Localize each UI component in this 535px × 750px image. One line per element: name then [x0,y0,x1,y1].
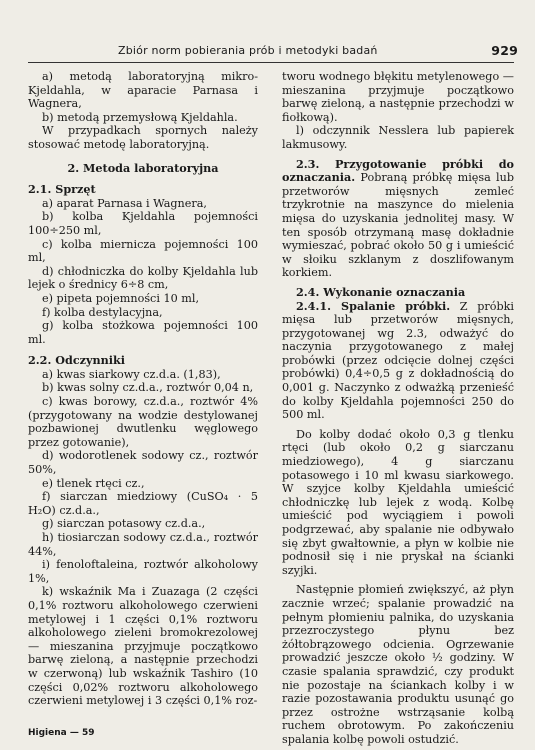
list-item: b) kwas solny cz.d.a., roztwór 0,04 n, [42,381,254,395]
list-item: e) pipeta pojemności 10 ml, [42,291,199,305]
paragraph: tworu wodnego błękitu metylenowego — mieszanina przyjmuje początkowo barwę zieloną, a następnie przechodzi w fiołkową). [282,70,514,124]
list-item: e) tlenek rtęci cz., [42,476,145,490]
paragraph: a) metodą laboratoryjną mikro-Kjeldahla, w aparacie Parnasa i Wagnera, [28,70,258,111]
paragraph: b) metodą przemysłową Kjeldahla. [42,110,238,124]
paragraph: Następnie płomień zwiększyć, aż płyn zacznie wrzeć; spalanie prowadzić na pełnym płomieniu palnika, do uzyskania przezroczystego płynu bez żółtobrązowego odcienia. Ogrzewanie prowadzić jeszcze około ½ godziny. W czasie spalania sprawdzić, czy produkt nie pozostaje na ściankach kolby i w razie pozostawania produktu usunąć go przez ostrożne wstrząsanie kolbą ruchem obrotowym. Po zakończeniu spalania kolbę powoli ostudzić. [282,583,514,746]
subsection-heading: 2.4.1. Spalanie próbki. [296,298,451,313]
page-number: 929 [491,43,518,58]
list-item: d) wodorotlenek sodowy cz., roztwór 50%, [28,449,258,477]
page-footer: Higiena — 59 [28,728,95,738]
list-item: k) wskaźnik Ma i Zuazaga (2 części 0,1% roztworu alkoholowego czerwieni metylowej i 1 części 0,1% roztworu alkoholowego zieleni bromokrezolowej — mieszanina przyjmuje początkowo barwę zieloną, a następnie przechodzi w czerwoną) lub wskaźnik Tashiro (10 części 0,02% roztworu alkoholowego czerwieni metylowej i 3 części 0,1% roz- [28,585,258,708]
paragraph: W przypadkach spornych należy stosować metodę laboratoryjną. [28,124,258,151]
subsection-heading: 2.4. Wykonanie oznaczania [296,284,466,299]
section-heading: 2. Metoda laboratoryjna [67,160,219,175]
list-item: f) kolba destylacyjna, [42,305,163,319]
list-item: g) siarczan potasowy cz.d.a., [42,517,206,531]
list-item: c) kolba miernicza pojemności 100 ml, [28,237,258,265]
subsection-heading: 2.1. Sprzęt [28,182,96,197]
list-item: c) kwas borowy, cz.d.a., roztwór 4% (przygotowany na wodzie destylowanej pozbawionej dwutlenku węglowego przez gotowanie), [28,395,258,449]
header-rule [28,62,514,63]
subsection-paragraph [282,158,514,280]
subsection-heading: 2.2. Odczynniki [28,353,126,368]
list-item: i) fenoloftaleina, roztwór alkoholowy 1%, [28,558,258,585]
paragraph-text: Z próbki mięsa lub przetworów mięsnych, przygotowanej wg 2.3, odważyć do naczynia przygotowanego z małej probówki (przez odcięcie dolnej części probówki) 0,4÷0,5 g z dokładnością do 0,001 g. Naczynko z odważką przenieść do kolby Kjeldahla pojemności 250 do 500 ml. [282,299,514,422]
left-column [28,70,258,708]
list-item: d) chłodniczka do kolby Kjeldahla lub lejek o średnicy 6÷8 cm, [28,264,258,292]
subsection-paragraph [282,300,514,422]
right-column [282,70,514,747]
subsection-heading: 2.3. Przygotowanie próbki do oznaczania. [282,156,514,185]
list-item: a) aparat Parnasa i Wagnera, [42,196,207,210]
list-item: g) kolba stożkowa pojemności 100 ml. [28,319,258,346]
running-title: Zbiór norm pobierania prób i metodyki badań [118,44,378,57]
list-item: f) siarczan miedziowy (CuSO₄ · 5 H₂O) cz.d.a., [28,490,258,517]
paragraph-text: Pobraną próbkę mięsa lub przetworów mięsnych zemleć trzykrotnie na maszynce do mielenia mięsa do uzyskania jednolitej masy. W ten sposób otrzymaną masę dokładnie wymieszać, pobrać około 50 g i umieścić w słoiku szklanym z doszlifowanym korkiem. [282,171,514,280]
list-item: l) odczynnik Nesslera lub papierek lakmusowy. [282,124,514,151]
list-item: a) kwas siarkowy cz.d.a. (1,83), [42,367,221,381]
paragraph: Do kolby dodać około 0,3 g tlenku rtęci (lub około 0,2 g siarczanu miedziowego), 4 g siarczanu potasowego i 10 ml kwasu siarkowego. W szyjce kolby Kjeldahla umieścić chłodniczkę lub lejek z wodą. Kolbę umieścić pod wyciągiem i powoli podgrzewać, aby spalanie nie odbywało się zbyt gwałtownie, a płyn w kolbie nie podnosił się i nie pryskał na ścianki szyjki. [282,427,514,577]
list-item: b) kolba Kjeldahla pojemności 100÷250 ml, [28,210,258,237]
list-item: h) tiosiarczan sodowy cz.d.a., roztwór 44%, [28,531,258,558]
